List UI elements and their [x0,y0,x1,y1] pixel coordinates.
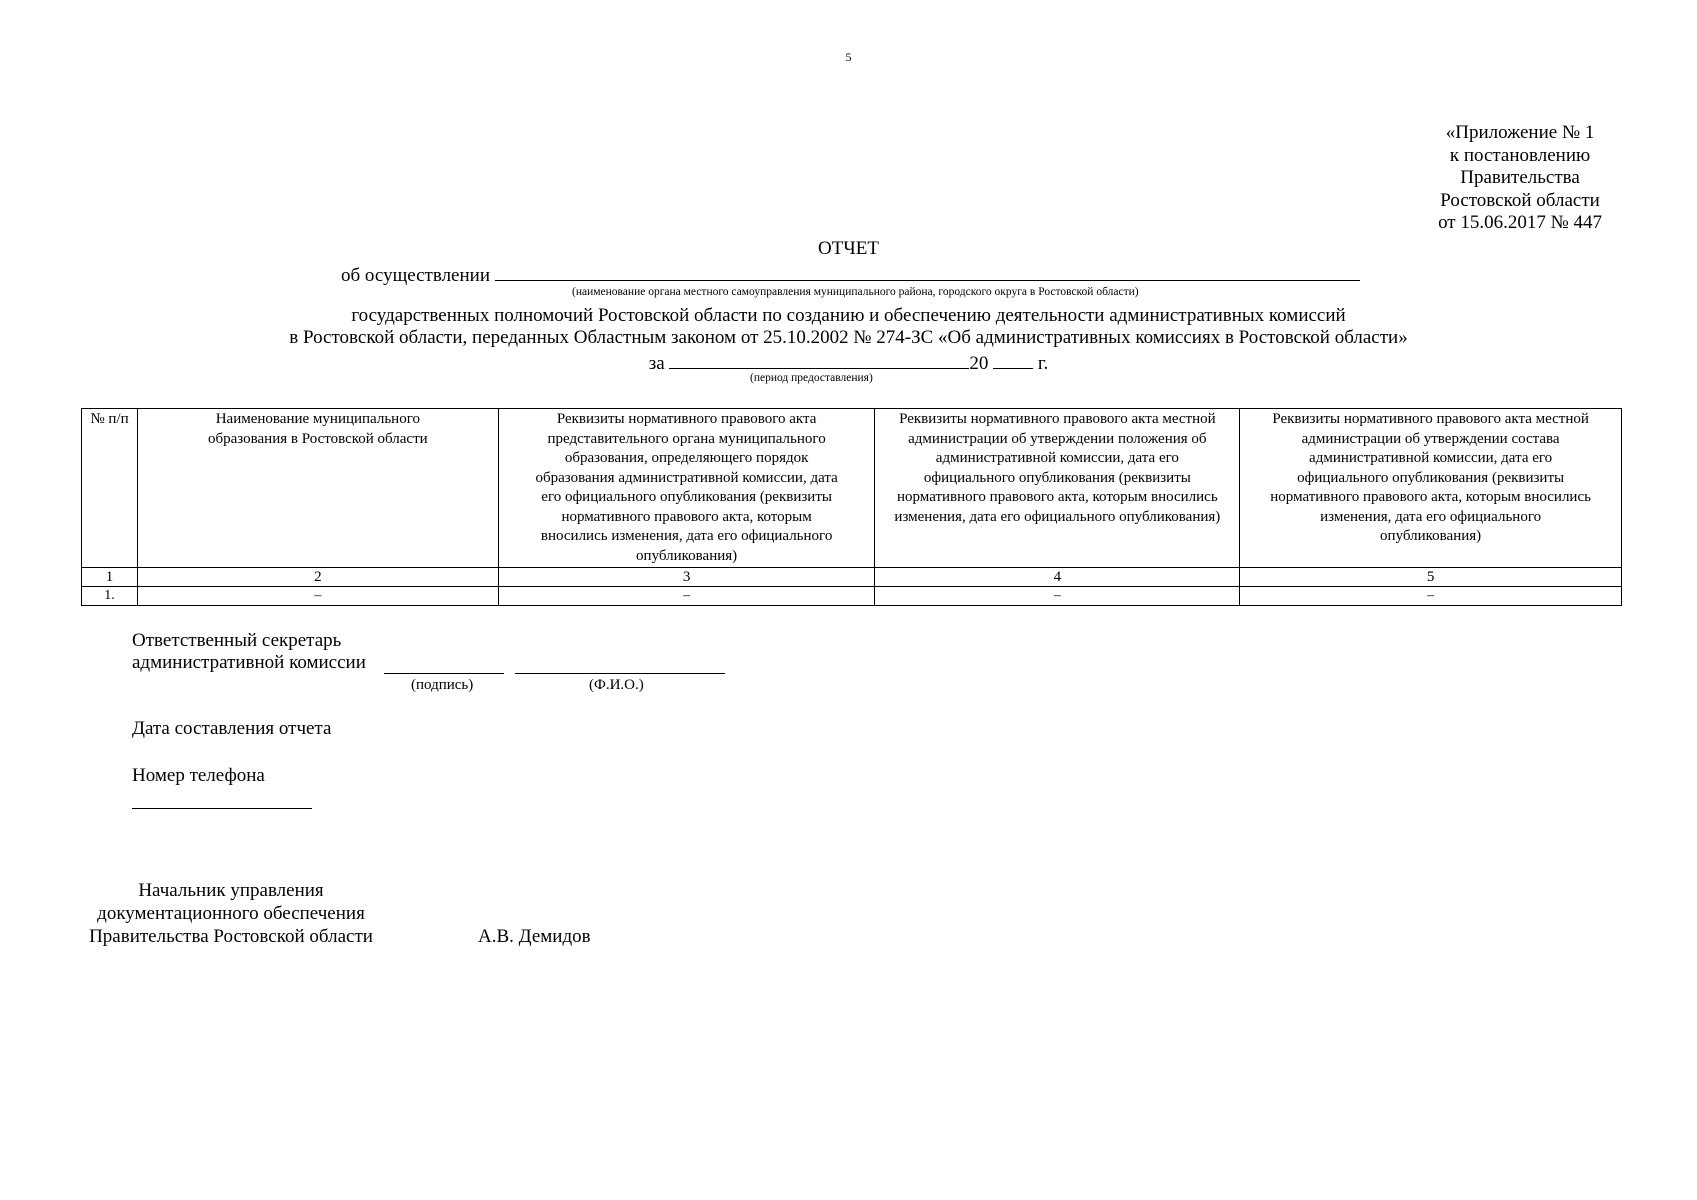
year-prefix: 20 [969,353,989,374]
about-prefix: об осуществлении [341,265,490,286]
sign-note: (подпись) [411,677,474,693]
year-blank[interactable] [993,350,1033,369]
table-cell: – [498,587,875,606]
column-header: № п/п [82,409,138,568]
table-cell: – [137,587,498,606]
column-header: Наименование муниципального образования в Ростовской области [137,409,498,568]
secretary-title-line1: Ответственный секретарь [132,630,342,651]
signer-line3: Правительства Ростовской области [89,926,373,947]
table-cell: 1. [82,587,138,606]
table-cell: – [1240,587,1622,606]
column-header: Реквизиты нормативного правового акта местной администрации об утверждении состава административной комиссии, дата его официального опубликования (реквизиты нормативного правового акта, которым вносились изменения, дата его официального опубликования) [1240,409,1622,568]
period-blank[interactable] [669,350,969,369]
column-number: 2 [137,568,498,587]
appendix-block [1438,122,1602,235]
header-line-3: в Ростовской области, переданных Областным законом от 25.10.2002 № 274-ЗС «Об административных комиссиях в Ростовской области» [289,327,1408,348]
period-prefix: за [648,353,665,374]
name-blank[interactable] [515,655,725,674]
appendix-line: «Приложение № 1 [1445,122,1595,143]
table-cell: – [875,587,1240,606]
year-suffix: г. [1037,353,1049,374]
appendix-line: Правительства [1460,167,1580,188]
header-line-2: государственных полномочий Ростовской области по созданию и обеспечению деятельности административных комиссий [351,305,1346,326]
period-note: (период предоставления) [750,372,873,384]
column-header: Реквизиты нормативного правового акта местной администрации об утверждении положения об административной комиссии, дата его официального опубликования (реквизиты нормативного правового акта, которым вносились изменения, дата его официального опубликования) [875,409,1240,568]
page-number: 5 [845,50,852,64]
about-line [341,262,1360,287]
appendix-line: к постановлению [1449,144,1591,166]
org-note: (наименование органа местного самоуправления муниципального района, городского округа в Ростовской области) [572,286,1139,298]
appendix-line: Ростовской области [1440,189,1600,211]
table-row [82,587,1622,606]
name-note: (Ф.И.О.) [589,677,644,693]
phone-blank[interactable] [132,790,312,809]
phone-label: Номер телефона [132,765,265,786]
signer-name: А.В. Демидов [478,926,591,947]
column-number-row [82,568,1622,587]
column-number: 4 [875,568,1240,587]
secretary-title-line2: административной комиссии [132,652,366,673]
signer-line1: Начальник управления [138,880,324,901]
signature-blank[interactable] [384,655,504,674]
column-header: Реквизиты нормативного правового акта представительного органа муниципального образования, определяющего порядок образования административной комиссии, дата его официального опубликования (реквизиты нормативного правового акта, которым вносились изменения, дата его официального опубликования) [498,409,875,568]
report-title: ОТЧЕТ [818,238,879,259]
appendix-line: от 15.06.2017 № 447 [1438,212,1602,233]
column-number: 3 [498,568,875,587]
signer-line2: документационного обеспечения [97,903,365,924]
column-number: 1 [82,568,138,587]
column-number: 5 [1240,568,1622,587]
org-name-blank[interactable] [495,262,1360,281]
report-table [81,408,1622,606]
date-label: Дата составления отчета [132,718,332,739]
table-header-row [82,409,1622,568]
